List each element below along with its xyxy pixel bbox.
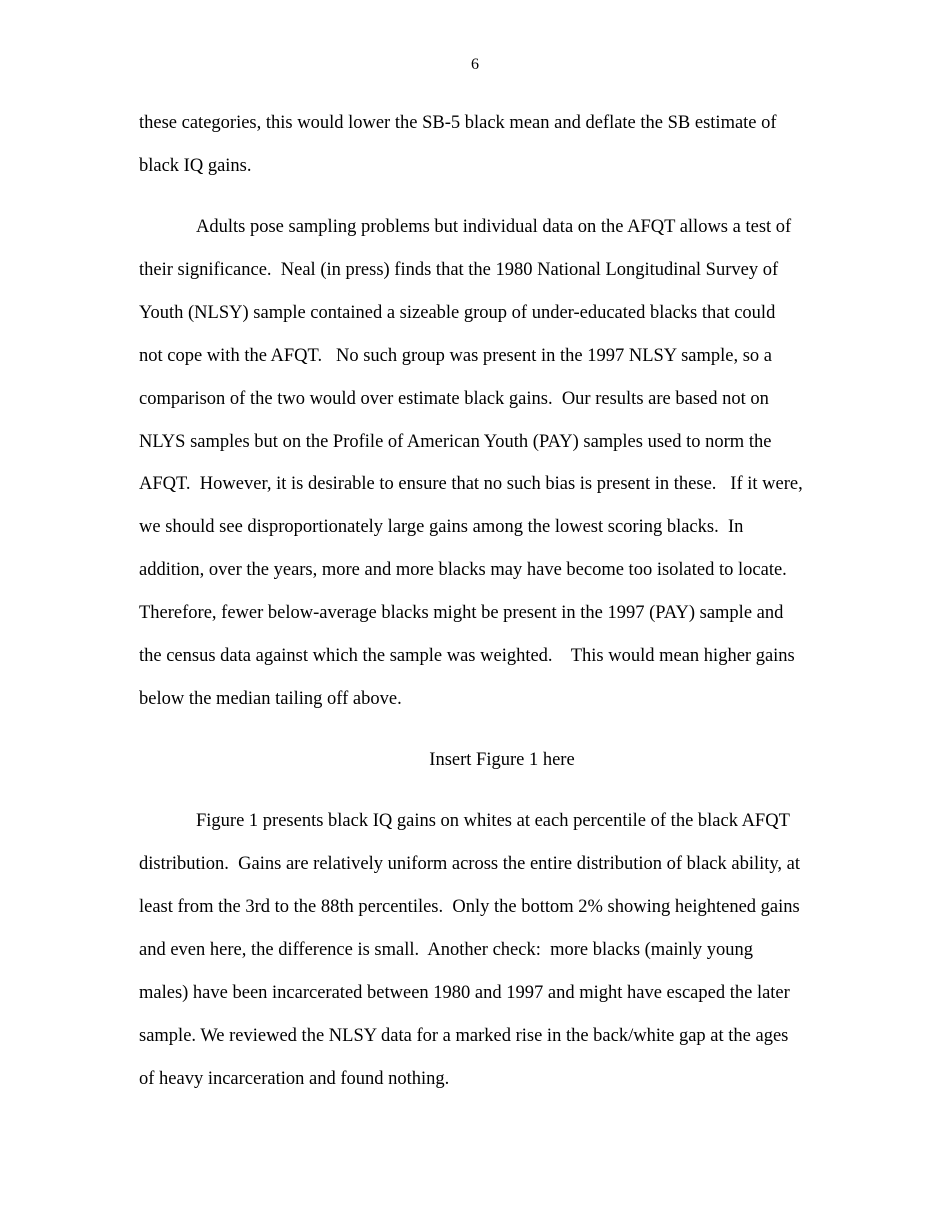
paragraph-2-line: AFQT. However, it is desirable to ensure that no such bias is present in these. If it were,: [139, 474, 803, 494]
paragraph-2-line: the census data against which the sample was weighted. This would mean higher gains: [139, 646, 795, 666]
paragraph-1-line: these categories, this would lower the SB-5 black mean and deflate the SB estimate of: [139, 113, 777, 133]
paragraph-2-line: we should see disproportionately large gains among the lowest scoring blacks. In: [139, 517, 744, 537]
paragraph-2-line: Adults pose sampling problems but individual data on the AFQT allows a test of: [196, 217, 792, 237]
paragraph-3-line: sample. We reviewed the NLSY data for a marked rise in the back/white gap at the ages: [139, 1026, 789, 1046]
page-number: 6: [471, 56, 479, 73]
paragraph-2-line: Youth (NLSY) sample contained a sizeable group of under-educated blacks that could: [139, 303, 776, 323]
paragraph-3-line: Figure 1 presents black IQ gains on whites at each percentile of the black AFQT: [196, 811, 790, 831]
paragraph-1-line: black IQ gains.: [139, 156, 252, 176]
paragraph-3-line: and even here, the difference is small. Another check: more blacks (mainly young: [139, 940, 754, 960]
paragraph-2-line: not cope with the AFQT. No such group was present in the 1997 NLSY sample, so a: [139, 346, 773, 366]
figure-placeholder-note: Insert Figure 1 here: [429, 750, 575, 770]
paragraph-2-line: addition, over the years, more and more blacks may have become too isolated to locate.: [139, 560, 787, 580]
paragraph-3-line: distribution. Gains are relatively uniform across the entire distribution of black ability, at: [139, 854, 801, 874]
paragraph-3-line: of heavy incarceration and found nothing.: [139, 1069, 450, 1089]
paragraph-3-line: least from the 3rd to the 88th percentiles. Only the bottom 2% showing heightened gains: [139, 897, 800, 917]
paragraph-2-line: NLYS samples but on the Profile of American Youth (PAY) samples used to norm the: [139, 432, 772, 452]
paragraph-2-line: comparison of the two would over estimate black gains. Our results are based not on: [139, 389, 769, 409]
paragraph-2-line: Therefore, fewer below-average blacks might be present in the 1997 (PAY) sample and: [139, 603, 784, 623]
paragraph-2-line: below the median tailing off above.: [139, 689, 402, 709]
paragraph-3-line: males) have been incarcerated between 1980 and 1997 and might have escaped the later: [139, 983, 790, 1003]
paragraph-2-line: their significance. Neal (in press) finds that the 1980 National Longitudinal Survey of: [139, 260, 779, 280]
